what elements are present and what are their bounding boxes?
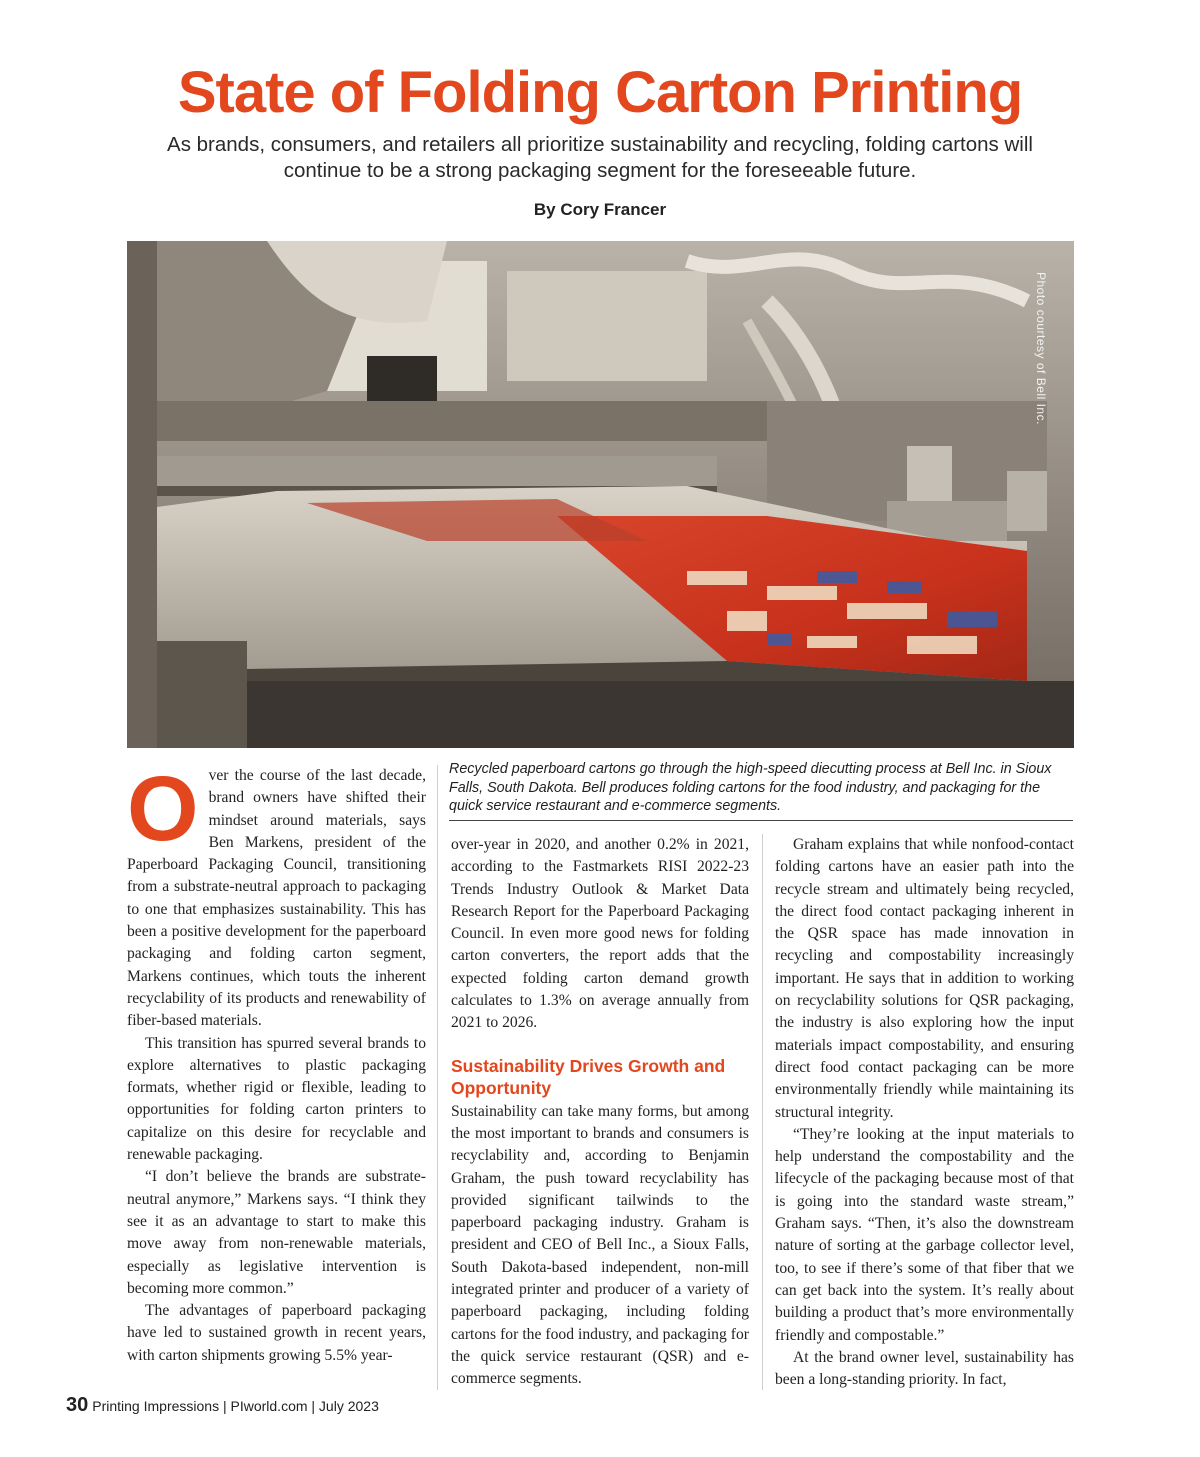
diecutting-machine-photo bbox=[127, 241, 1074, 748]
body-paragraph: “I don’t believe the brands are substrate-neutral anymore,” Markens says. “I think they see it as an advantage to start to make this move away from non-renewable materials, especially as legislative intervention is becoming more common.” bbox=[127, 1168, 426, 1297]
body-paragraph: At the brand owner level, sustainability has been a long-standing priority. In fact, bbox=[775, 1348, 1074, 1389]
column-divider bbox=[437, 765, 438, 1390]
body-paragraph: ver the course of the last decade, brand owners have shifted their mindset around materials, says Ben Markens, president of the Paperboard Packaging Council, transitioning from a substrate-neutral approach to packaging to one that emphasizes sustainability. This has been a positive development for the paperboard packaging and folding carton segment, Markens continues, which touts the inherent recyclability of its products and renewability of fiber-based materials. bbox=[127, 767, 426, 1030]
body-column-3 bbox=[775, 834, 1074, 1391]
photo-caption: Recycled paperboard cartons go through the high-speed diecutting process at Bell Inc. in Sioux Falls, South Dakota. Bell produces folding cartons for the food industry, and packaging for the quick service restaurant and e-commerce segments. bbox=[449, 761, 1052, 814]
page-number: 30 bbox=[66, 1394, 89, 1416]
body-paragraph: Sustainability can take many forms, but among the most important to brands and consumers is recyclability and, according to Benjamin Graham, the push toward recyclability has provided significant tailwinds to the paperboard packaging industry. Graham is president and CEO of Bell Inc., a Sioux Falls, South Dakota-based independent, non-mill integrated printer and producer of a variety of paperboard packaging, including folding cartons for the food industry, and packaging for the quick service restaurant (QSR) and e-commerce segments. bbox=[451, 1102, 749, 1388]
body-paragraph: Graham explains that while nonfood-contact folding cartons have an easier path into the recycle stream and ultimately being recycled, the direct food contact packaging inherent in the QSR space has made innovation in recycling and compostability increasingly important. He says that in addition to working on recyclability solutions for QSR packaging, the industry is also exploring how the input materials impact compostability, and ensuring direct food contact packaging can be more environmentally friendly while maintaining its structural integrity. bbox=[775, 836, 1074, 1121]
caption-rule bbox=[449, 820, 1073, 821]
body-paragraph: “They’re looking at the input materials to help understand the compostability and the lifecycle of the packaging because most of that is going into the standard waste stream,” Graham says. “Then, it’s also the downstream nature of sorting at the garbage collector level, too, to see if there’s some of that fiber that we can get back into the system. It’s really about building a product that’s more environmentally friendly and compostable.” bbox=[775, 1125, 1074, 1344]
section-subhead: Sustainability Drives Growth and Opportunity bbox=[451, 1055, 726, 1098]
page-footer bbox=[66, 1394, 379, 1417]
article-photo bbox=[127, 241, 1074, 748]
body-paragraph: The advantages of paperboard packaging have led to sustained growth in recent years, with carton shipments growing 5.5% year- bbox=[127, 1302, 426, 1364]
column-divider bbox=[762, 834, 763, 1390]
drop-cap: O bbox=[127, 758, 199, 860]
body-column-1 bbox=[127, 758, 426, 1367]
footer-text: Printing Impressions | PIworld.com | July 2023 bbox=[92, 1398, 379, 1414]
byline: By Cory Francer bbox=[533, 200, 667, 219]
body-paragraph: This transition has spurred several brands to explore alternatives to plastic packaging formats, whether rigid or flexible, leading to opportunities for folding carton printers to capitalize on this desire for recyclable and renewable packaging. bbox=[127, 1034, 426, 1164]
article-deck: As brands, consumers, and retailers all prioritize sustainability and recycling, folding cartons will continue to be a strong packaging segment for the foreseeable future. bbox=[167, 133, 1033, 182]
body-column-2 bbox=[451, 834, 749, 1391]
photo-credit: Photo courtesy of Bell Inc. bbox=[1034, 272, 1048, 425]
body-paragraph: over-year in 2020, and another 0.2% in 2021, according to the Fastmarkets RISI 2022-23 Trends Industry Outlook & Market Data Research Report for the Paperboard Packaging Council. In even more good news for folding carton converters, the report adds that the expected folding carton demand growth calculates to 1.3% on average annually from 2021 to 2026. bbox=[451, 836, 749, 1032]
article-title: State of Folding Carton Printing bbox=[177, 60, 1023, 125]
